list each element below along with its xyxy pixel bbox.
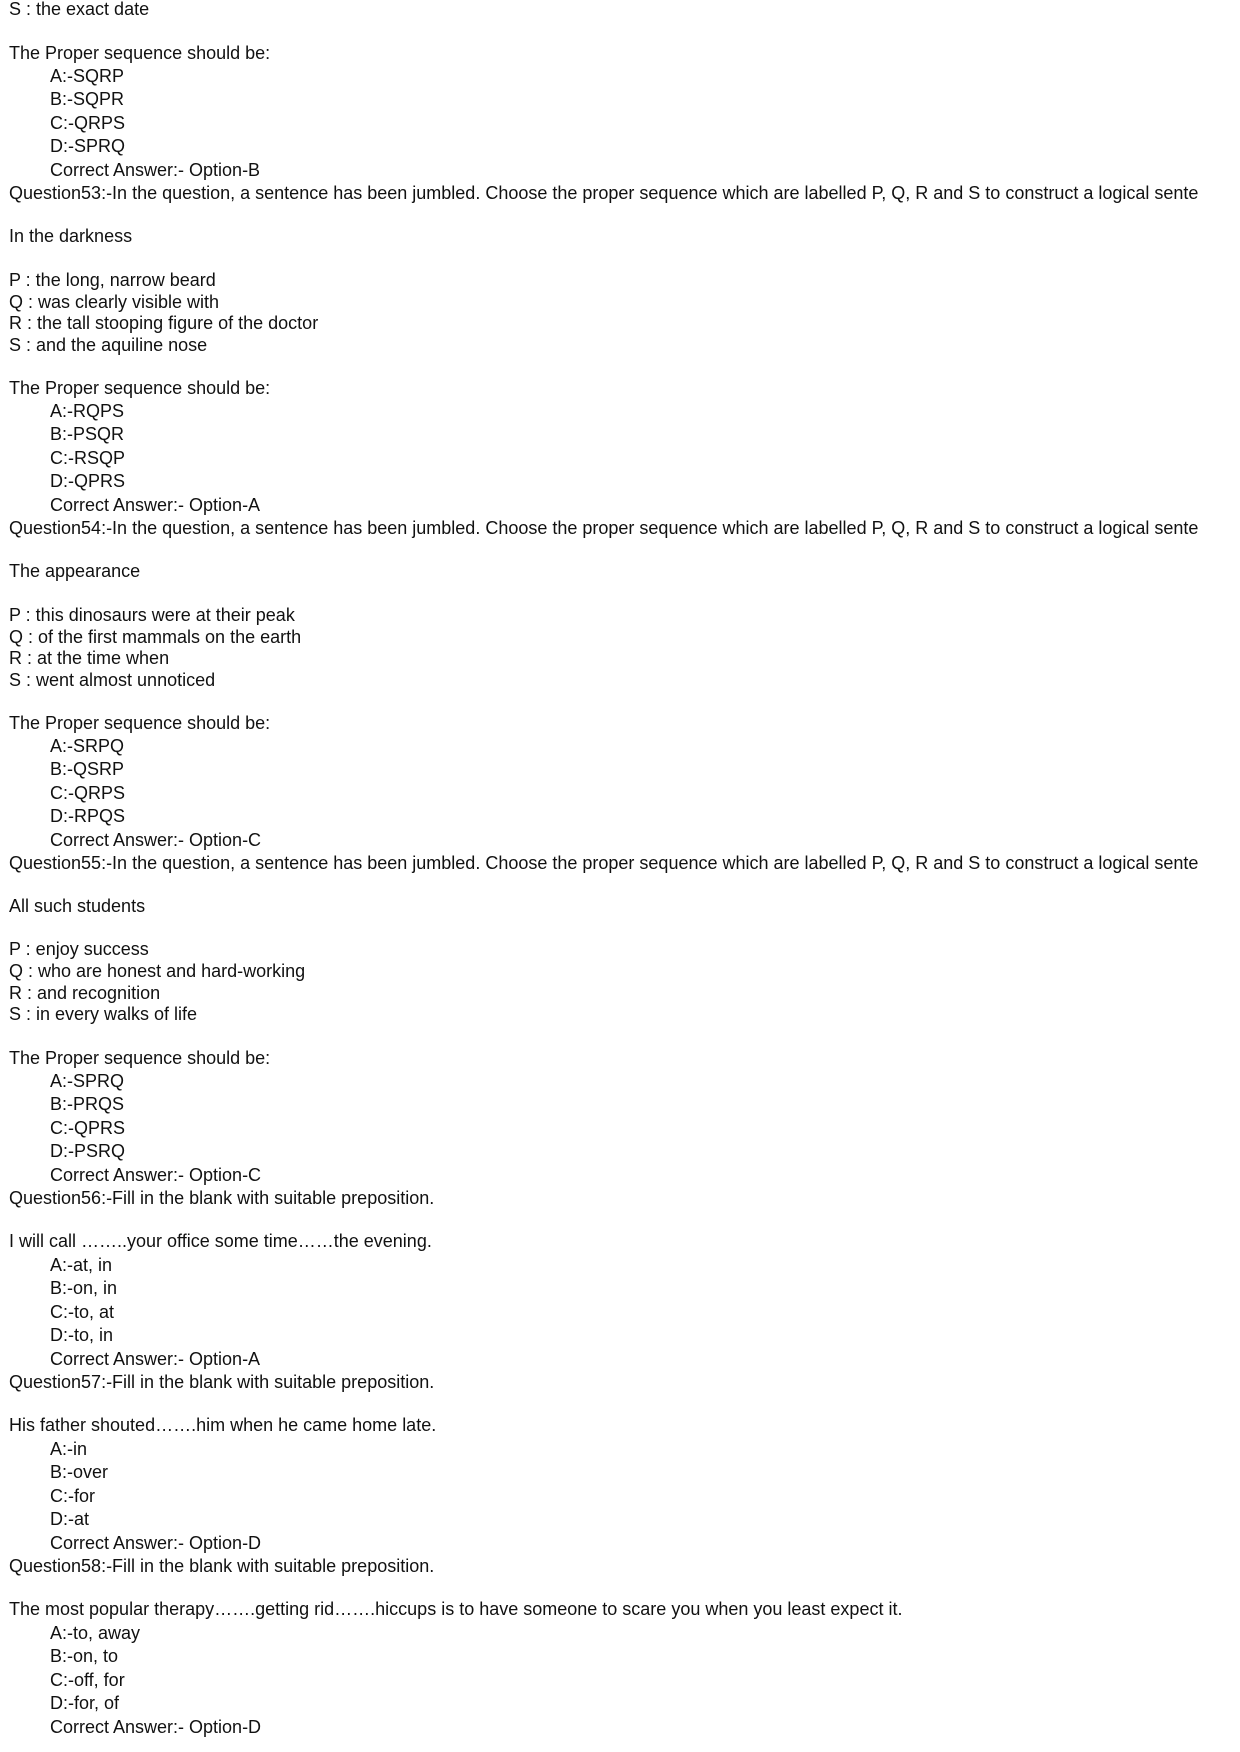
jumbled-part-q: Q : of the first mammals on the earth (9, 627, 302, 647)
option-b: B:-PSQR (50, 424, 125, 444)
correct-answer: Correct Answer:- Option-A (50, 1349, 261, 1369)
sequence-label: The Proper sequence should be: (9, 713, 271, 733)
question-54: Question54:-In the question, a sentence has been jumbled. Choose the proper sequence which are labelled P, Q, R and S to construct a logical sente (9, 518, 1199, 538)
option-c: C:-off, for (50, 1670, 125, 1690)
question-57: Question57:-Fill in the blank with suitable preposition. (9, 1372, 435, 1392)
sentence-stem: The appearance (9, 561, 141, 581)
option-d: D:-to, in (50, 1325, 114, 1345)
jumbled-part-q: Q : who are honest and hard-working (9, 961, 306, 981)
option-a: A:-RQPS (50, 401, 125, 421)
jumbled-part-r: R : at the time when (9, 648, 170, 668)
option-d: D:-PSRQ (50, 1141, 126, 1161)
sentence-stem: All such students (9, 896, 146, 916)
option-d: D:-at (50, 1509, 90, 1529)
option-b: B:-on, in (50, 1278, 118, 1298)
fill-blank-sentence: I will call ……..your office some time……the evening. (9, 1231, 432, 1251)
option-c: C:-QRPS (50, 113, 126, 133)
option-c: C:-for (50, 1486, 95, 1506)
jumbled-part-p: P : this dinosaurs were at their peak (9, 605, 295, 625)
option-d: D:-SPRQ (50, 136, 126, 156)
jumbled-part-r: R : and recognition (9, 983, 161, 1003)
sequence-label: The Proper sequence should be: (9, 43, 271, 63)
option-b: B:-PRQS (50, 1094, 125, 1114)
option-c: C:-RSQP (50, 448, 126, 468)
correct-answer: Correct Answer:- Option-C (50, 830, 262, 850)
fill-blank-sentence: His father shouted…….him when he came home late. (9, 1415, 437, 1435)
option-d: D:-for, of (50, 1693, 120, 1713)
option-a: A:-SQRP (50, 66, 125, 86)
option-a: A:-SPRQ (50, 1071, 125, 1091)
option-b: B:-on, to (50, 1646, 119, 1666)
jumbled-part-p: P : the long, narrow beard (9, 270, 216, 290)
jumbled-part-r: R : the tall stooping figure of the doctor (9, 313, 319, 333)
question-53: Question53:-In the question, a sentence has been jumbled. Choose the proper sequence which are labelled P, Q, R and S to construct a logical sente (9, 183, 1199, 203)
sequence-label: The Proper sequence should be: (9, 1048, 271, 1068)
option-a: A:-to, away (50, 1623, 141, 1643)
correct-answer: Correct Answer:- Option-D (50, 1717, 262, 1737)
option-b: B:-QSRP (50, 759, 125, 779)
jumbled-part-s: S : went almost unnoticed (9, 670, 216, 690)
question-56: Question56:-Fill in the blank with suitable preposition. (9, 1188, 435, 1208)
sequence-label: The Proper sequence should be: (9, 378, 271, 398)
option-d: D:-RPQS (50, 806, 126, 826)
sentence-stem: In the darkness (9, 226, 133, 246)
question-55: Question55:-In the question, a sentence has been jumbled. Choose the proper sequence which are labelled P, Q, R and S to construct a logical sente (9, 853, 1199, 873)
correct-answer: Correct Answer:- Option-A (50, 495, 261, 515)
option-b: B:-SQPR (50, 89, 125, 109)
correct-answer: Correct Answer:- Option-D (50, 1533, 262, 1553)
jumbled-part-p: P : enjoy success (9, 939, 149, 959)
option-d: D:-QPRS (50, 471, 126, 491)
option-c: C:-QPRS (50, 1118, 126, 1138)
option-a: A:-SRPQ (50, 736, 125, 756)
correct-answer: Correct Answer:- Option-C (50, 1165, 262, 1185)
correct-answer: Correct Answer:- Option-B (50, 160, 261, 180)
fill-blank-sentence: The most popular therapy…….getting rid…….hiccups is to have someone to scare you when you least expect it. (9, 1599, 903, 1619)
option-b: B:-over (50, 1462, 109, 1482)
option-c: C:-to, at (50, 1302, 115, 1322)
option-a: A:-in (50, 1439, 88, 1459)
jumbled-part-s: S : the exact date (9, 0, 150, 19)
option-c: C:-QRPS (50, 783, 126, 803)
question-58: Question58:-Fill in the blank with suitable preposition. (9, 1556, 435, 1576)
jumbled-part-s: S : in every walks of life (9, 1004, 198, 1024)
jumbled-part-s: S : and the aquiline nose (9, 335, 208, 355)
jumbled-part-q: Q : was clearly visible with (9, 292, 220, 312)
option-a: A:-at, in (50, 1255, 113, 1275)
